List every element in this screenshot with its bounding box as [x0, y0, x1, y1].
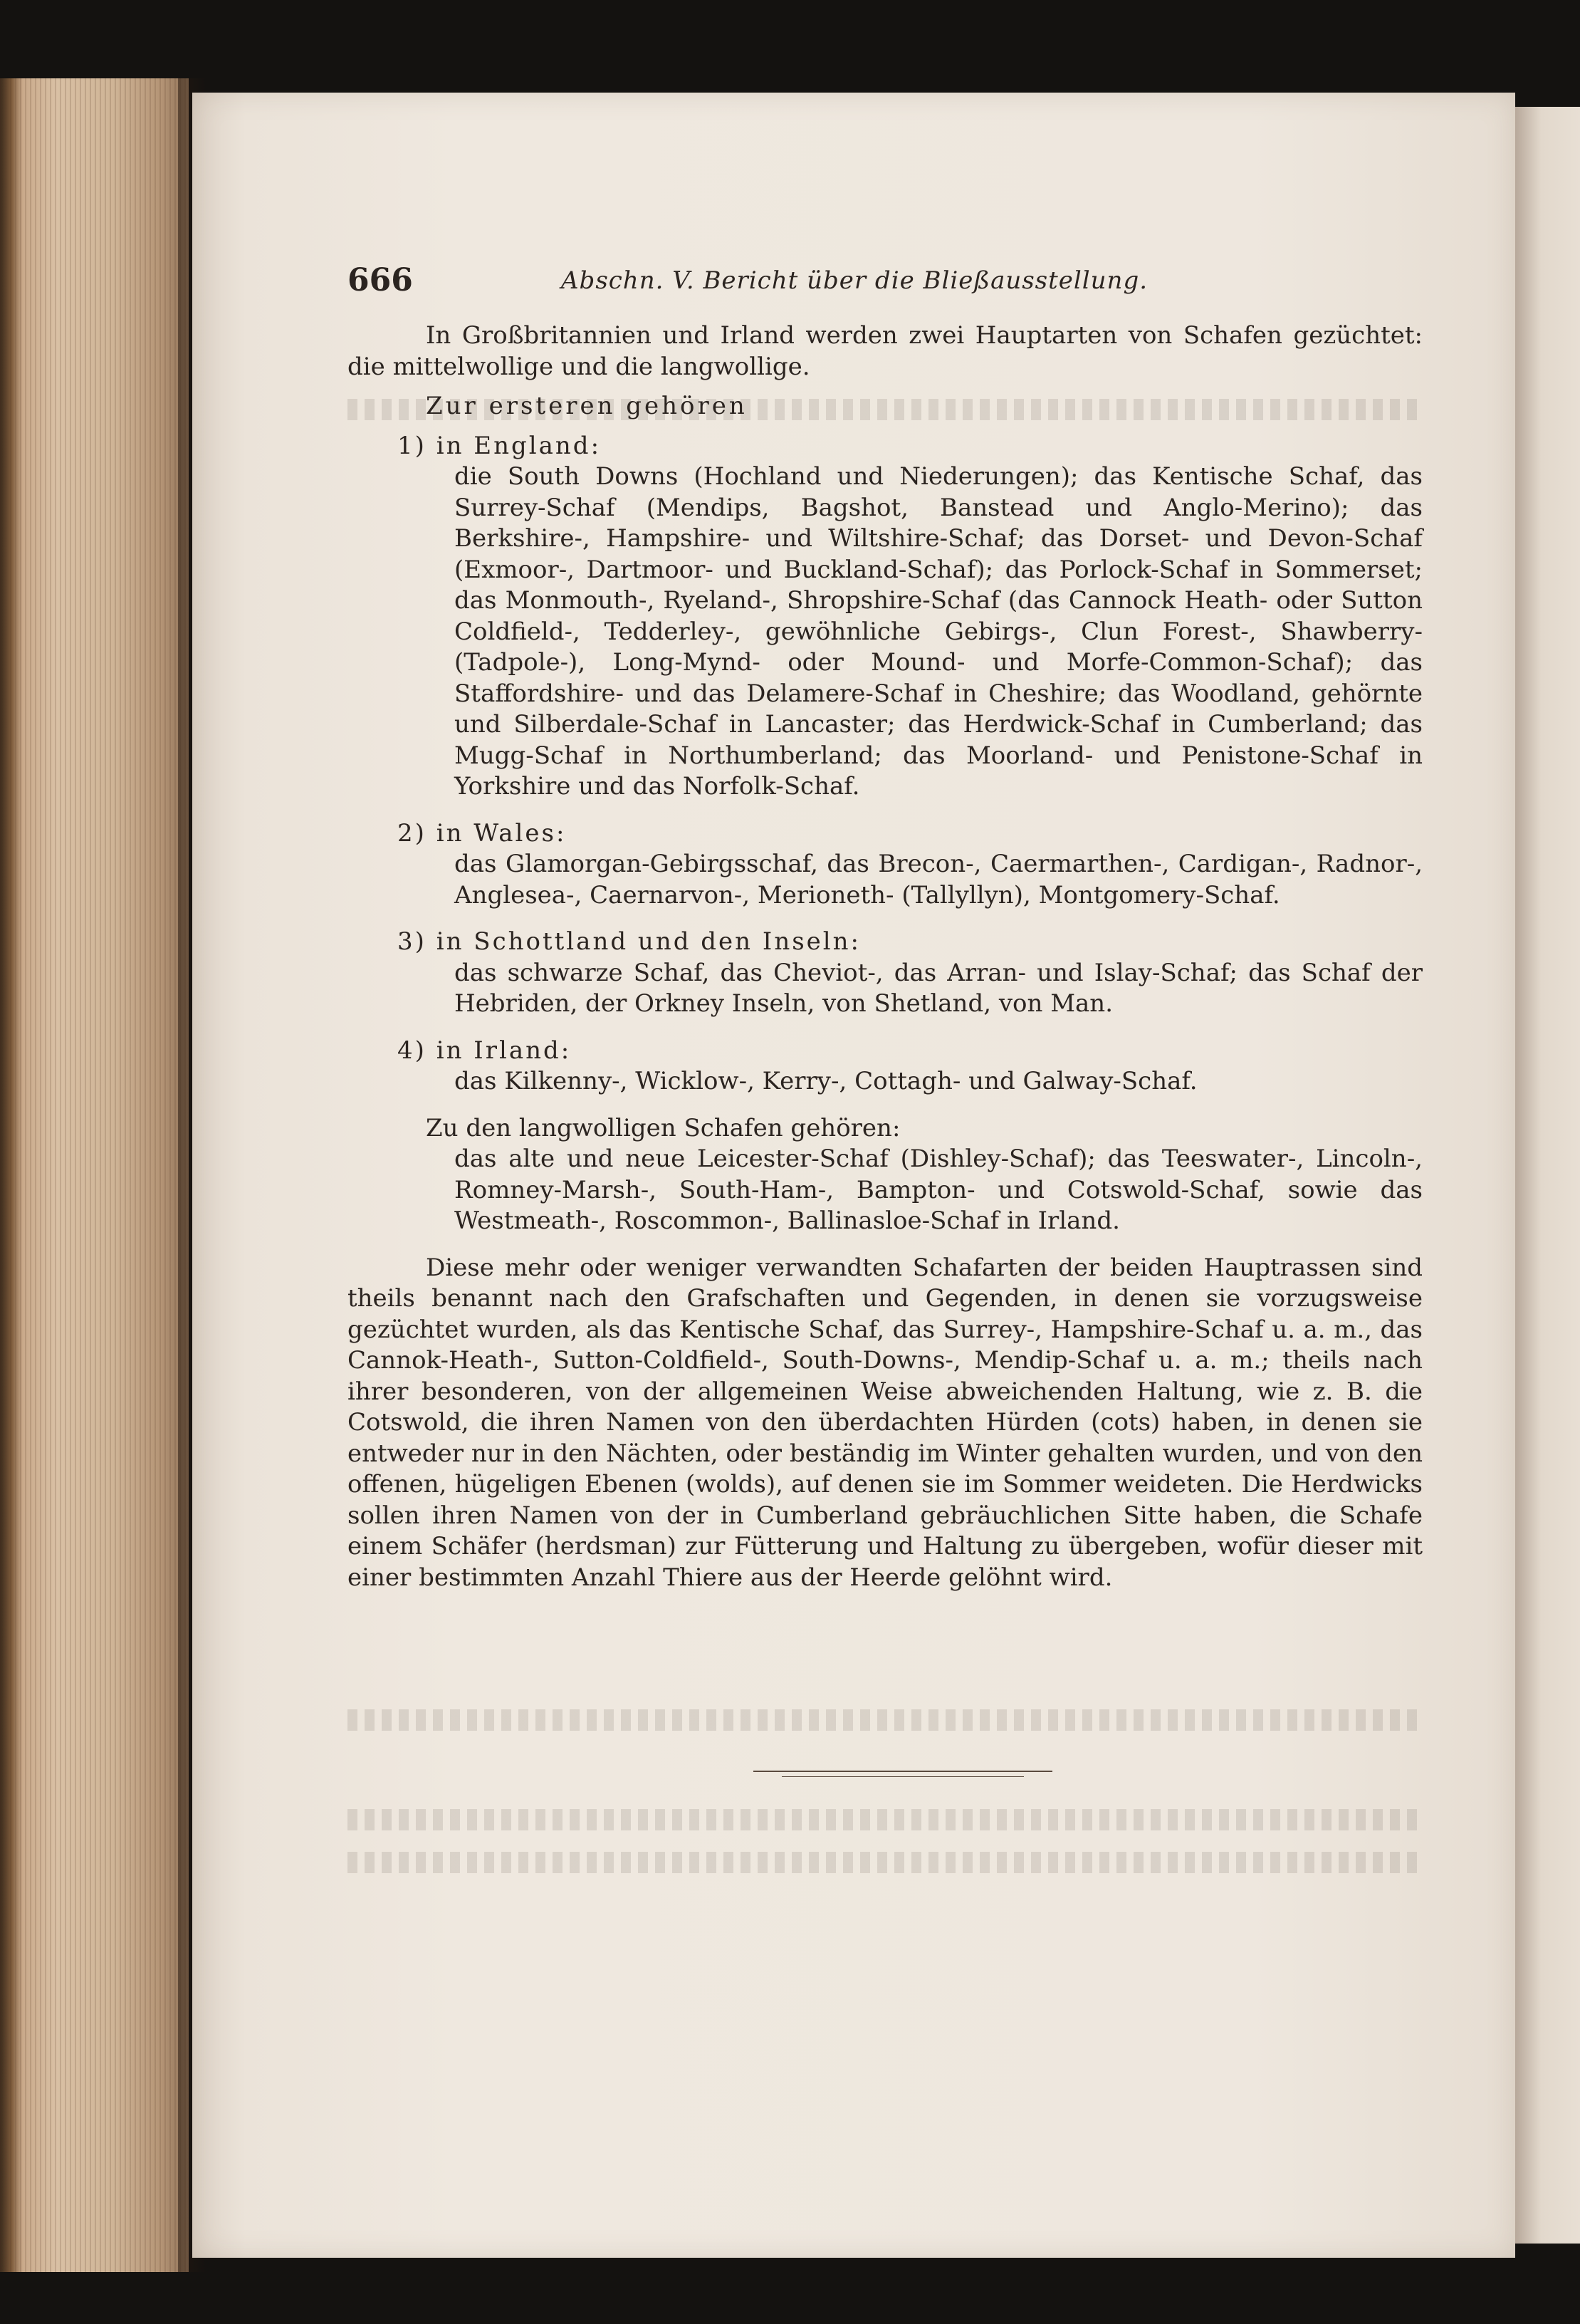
show-through-text [347, 1809, 1423, 1830]
page-body [347, 321, 1423, 1593]
show-through-text [347, 1709, 1423, 1731]
list-item-heading-scotland: 3) in Schottland und den Inseln: [397, 927, 862, 956]
list-item-body-england: die South Downs (Hochland und Niederungen); das Kentische Schaf, das Surrey-Schaf (Mendips, Bagshot, Banstead und Anglo-Merino); das Berkshire-, Hampshire- und Wiltshire-Schaf; das Dorset- und Devon-Schaf (Exmoor-, Dartmoor- und Buckland-Schaf); das Porlock-Schaf in Sommerset; das Monmouth-, Ryeland-, Shropshire-Schaf (das Cannock Heath- oder Sutton Coldfield-, Tedderley-, gewöhnliche Gebirgs-, Clun Forest-, Shawberry- (Tadpole-), Long-Mynd- oder Mound- und Morfe-Common-Schaf); das Staffordshire- und das Delamere-Schaf in Cheshire; das Woodland, gehörnte und Silberdale-Schaf in Lancaster; das Herdwick-Schaf in Cumberland; das Mugg-Schaf in Northumberland; das Moorland- und Penistone-Schaf in Yorkshire und das Norfolk-Schaf. [454, 462, 1423, 801]
show-through-text [347, 1852, 1423, 1873]
list-item-body-scotland: das schwarze Schaf, das Cheviot-, das Arran- und Islay-Schaf; das Schaf der Hebriden, der Orkney Inseln, von Shetland, von Man. [454, 958, 1423, 1018]
facing-page-edge [1515, 107, 1580, 2244]
section-rule-thin [782, 1776, 1024, 1777]
group-heading-medium-wool: Zur ersteren gehören [426, 392, 748, 420]
page-number: 666 [347, 262, 413, 298]
list-item-body-wales: das Glamorgan-Gebirgsschaf, das Brecon-, Caermarthen-, Cardigan-, Radnor-, Anglesea-, Caernarvon-, Merioneth- (Tallyllyn), Montgomery-Schaf. [454, 850, 1423, 910]
list-item-heading-england: 1) in England: [397, 431, 602, 460]
section-rule [753, 1771, 1052, 1772]
group-heading-long-wool: Zu den langwolligen Schafen gehören: [426, 1113, 901, 1142]
running-head: Abschn. V. Bericht über die Bließausstellung. [561, 266, 1149, 295]
list-body-long-wool: das alte und neue Leicester-Schaf (Dishley-Schaf); das Teeswater-, Lincoln-, Romney-Marsh-, South-Ham-, Bampton- und Cotswold-Schaf, sowie das Westmeath-, Roscommon-, Ballinasloe-Schaf in Irland. [454, 1145, 1423, 1235]
list-item-body-ireland: das Kilkenny-, Wicklow-, Kerry-, Cottagh- und Galway-Schaf. [454, 1067, 1198, 1095]
list-item-heading-wales: 2) in Wales: [397, 818, 567, 848]
closing-paragraph: Diese mehr oder weniger verwandten Schafarten der beiden Hauptrassen sind theils benannt nach den Grafschaften und Gegenden, in denen sie vorzugsweise gezüchtet wurden, als das Kentische Schaf, das Surrey-, Hampshire-Schaf u. a. m., das Cannok-Heath-, Sutton-Coldfield-, South-Downs-, Mendip-Schaf u. a. m.; theils nach ihrer besonderen, von der allgemeinen Weise abweichenden Haltung, wie z. B. die Cotswold, die ihren Namen von den überdachten Hürden (cots) haben, in denen sie entweder nur in den Nächten, oder beständig im Winter gehalten wurden, und von den offenen, hügeligen Ebenen (wolds), auf denen sie im Sommer weideten. Die Herdwicks sollen ihren Namen von der in Cumberland gebräuchlichen Sitte haben, die Schafe einem Schäfer (herdsman) zur Fütterung und Haltung zu übergeben, wofür dieser mit einer bestimmten Anzahl Thiere aus der Heerde gelöhnt wird. [347, 1253, 1423, 1592]
intro-paragraph: In Großbritannien und Irland werden zwei Hauptarten von Schafen gezüchtet: die mittelwollige und die langwollige. [347, 321, 1423, 381]
page-header [347, 262, 1423, 305]
book-page-edges [0, 78, 189, 2272]
list-item-heading-ireland: 4) in Irland: [397, 1036, 572, 1065]
